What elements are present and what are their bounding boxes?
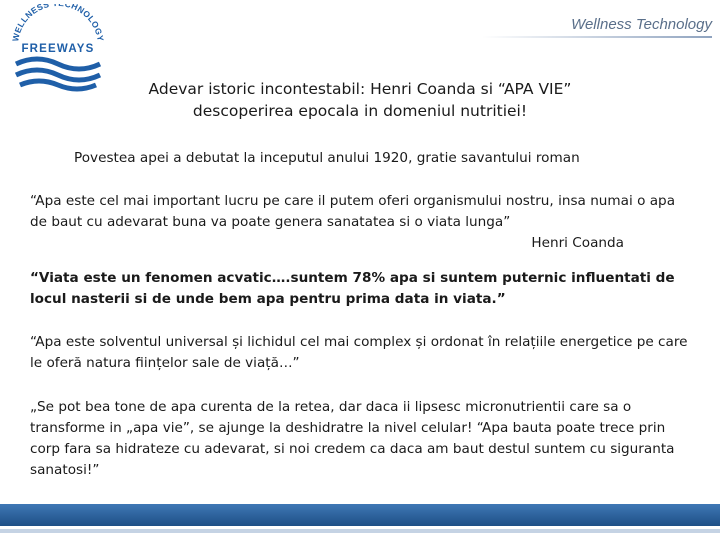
logo-arc-text: WELLNESS CHNOLOGY [10,4,106,43]
title-line-1: Adevar istoric incontestabil: Henri Coanda si “APA VIE” [148,80,572,98]
waves-logo-icon [8,4,108,96]
footer-line [0,529,720,533]
closing-paragraph: „Se pot bea tone de apa curenta de la retea, dar daca ii lipsesc micronutrientii care sa o transforme in „apa vie”, se ajunge la deshidratre la nivel celular! “Apa bauta poate trece prin corp fara sa hidrateze cu adevarat, si noi credem ca daca am baut destul suntem cu siguranta sanatosi!” [30,399,675,478]
quote-author: Henri Coanda [531,235,624,251]
header-divider [482,36,712,38]
footer-band [0,504,720,526]
quote-universal-solvent: “Apa este solventul universal și lichidul cel mai complex și ordonat în relațiile energetice pe care le oferă natura ființelor sale de viață…” [30,334,688,371]
quote-coanda-text: “Apa este cel mai important lucru pe care il putem oferi organismului nostru, insa numai o apa de baut cu adevarat buna va poate genera sanatatea si o viata lunga” [30,193,676,230]
page-title [110,78,610,122]
title-line-2: descoperirea epocala in domeniul nutritiei! [192,102,528,120]
quote-aquatic-life: “Viata este un fenomen acvatic….suntem 78% apa si suntem puternic influentati de locul nasterii si de unde bem apa pentru prima data in viata.” [30,270,675,307]
wave-3 [20,81,96,89]
brand-title: Wellness Technology [571,16,712,33]
logo-name: FREEWAYS [21,43,95,55]
wave-1 [16,59,100,69]
wave-2 [16,70,100,80]
svg-text:WELLNESS TECHNOLOGY [10,4,106,42]
intro-paragraph: Povestea apei a debutat la inceputul anului 1920, gratie savantului roman [74,150,580,166]
quote-coanda [30,191,690,254]
freeways-logo [8,4,108,96]
